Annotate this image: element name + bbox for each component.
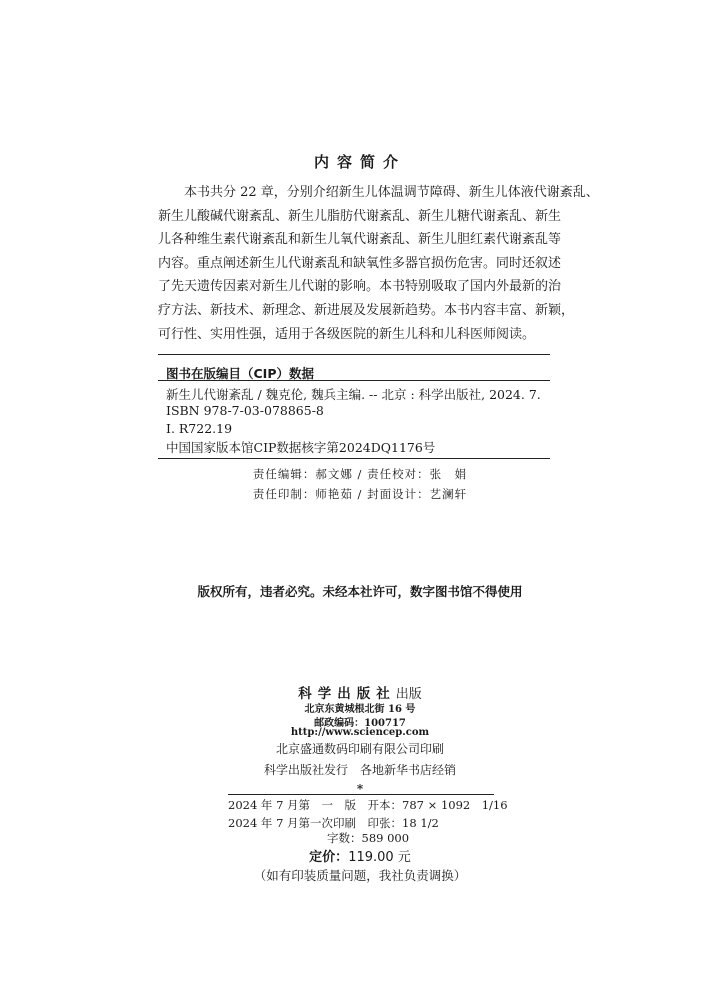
summary-line: 新生儿酸碱代谢紊乱、新生儿脂肪代谢紊乱、新生儿糖代谢紊乱、新生 [158,208,562,224]
specs-top-rule [228,794,494,795]
cip-bibliographic-line: 新生儿代谢紊乱 / 魏克伦, 魏兵主编. -- 北京 : 科学出版社, 2024. 7. [166,387,541,402]
word-count: 字数：589 000 [327,831,410,845]
summary-line: 了先天遗传因素对新生儿代谢的影响。本书特别吸取了国内外最新的治 [158,279,562,295]
publisher-url: http://www.sciencep.com [290,727,430,738]
distributor: 科学出版社发行 各地新华书店经销 [263,763,456,777]
publisher-address: 北京东黄城根北街 16 号 [304,704,416,715]
printer: 北京盛通数码印刷有限公司印刷 [275,742,444,756]
cip-heading-rule [158,380,550,381]
publisher-name-logo: 科学出版社 [298,686,396,702]
publisher-name-suffix: 出版 [395,687,422,702]
cip-classification: Ⅰ. R722.19 [166,421,233,436]
editor-proofreader: 责任编辑：郝文娜 / 责任校对：张 娟 [252,467,468,481]
summary-line: 可行性、实用性强，适用于各级医院的新生儿科和儿科医师阅读。 [158,326,536,342]
price-label: 定价： [309,850,349,865]
copyright-notice: 版权所有，违者必究。未经本社许可，数字图书馆不得使用 [197,584,523,599]
cip-record-number: 中国国家版本馆CIP数据核字第2024DQ1176号 [166,440,436,455]
cip-heading: 图书在版编目（CIP）数据 [166,366,314,381]
separator-asterisk: * [356,782,364,796]
edition-format: 2024 年 7 月第 一 版 开本：787 × 1092 1/16 [228,798,508,812]
printing-cover-design: 责任印制：师艳茹 / 封面设计：艺澜轩 [252,487,468,501]
printing-sheets: 2024 年 7 月第一次印刷 印张：18 1/2 [228,816,439,830]
cip-isbn: ISBN 978-7-03-078865-8 [166,403,324,418]
summary-body [158,181,599,346]
price [0,846,720,865]
summary-title: 内容简介 [313,153,406,171]
publisher-postcode: 邮政编码：100717 [314,718,406,729]
summary-line: 本书共分 22 章，分别介绍新生儿体温调节障碍、新生儿体液代谢紊乱、 [184,185,599,200]
summary-line: 疗方法、新技术、新理念、新进展及发展新趋势。本书内容丰富、新颖， [158,302,575,318]
publisher-name [0,682,720,702]
summary-line: 儿各种维生素代谢紊乱和新生儿氧代谢紊乱、新生儿胆红素代谢紊乱等 [158,232,562,248]
cip-bottom-rule [158,458,550,459]
price-value: 119.00 元 [348,850,411,865]
summary-line: 内容。重点阐述新生儿代谢紊乱和缺氧性多器官损伤危害。同时还叙述 [158,255,562,271]
service-note: （如有印装质量问题，我社负责调换） [253,868,467,883]
cip-top-rule [158,354,550,355]
